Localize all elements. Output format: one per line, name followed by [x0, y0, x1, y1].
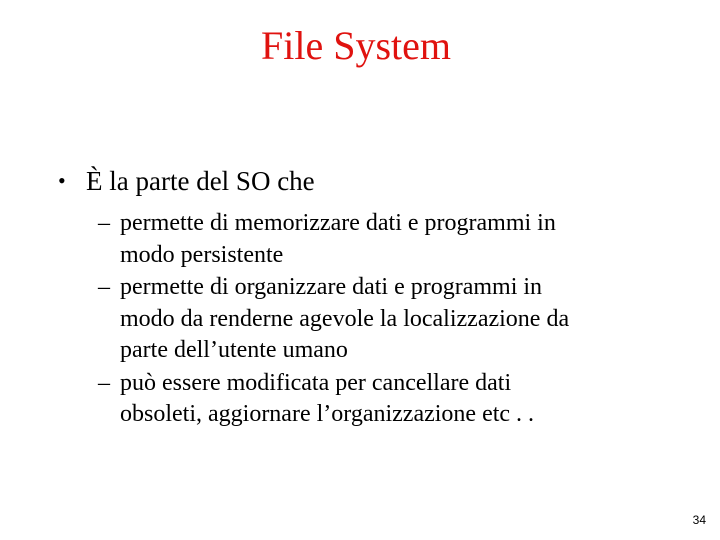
sub-bullet-line: modo persistente — [120, 241, 284, 268]
dash-marker: – — [98, 274, 110, 300]
sub-bullet-item — [98, 272, 698, 367]
bullet-marker: • — [58, 168, 66, 193]
dash-marker: – — [98, 210, 110, 236]
sub-bullet-item — [98, 368, 698, 431]
main-bullet-text: È la parte del SO che — [86, 166, 315, 196]
sub-bullet-item — [98, 208, 698, 271]
sub-bullet-list — [98, 208, 698, 432]
sub-bullet-line: parte dell’utente umano — [120, 337, 348, 363]
sub-bullet-line: permette di organizzare dati e programmi in — [120, 274, 543, 300]
page-number: 34 — [692, 513, 706, 527]
slide-title: File System — [260, 23, 452, 68]
main-bullet — [58, 164, 315, 198]
sub-bullet-line: obsoleti, aggiornare l’organizzazione etc . . — [120, 401, 535, 427]
sub-bullet-line: permette di memorizzare dati e programmi in — [120, 210, 556, 236]
dash-marker: – — [98, 369, 110, 396]
sub-bullet-line: può essere modificata per cancellare dati — [120, 369, 512, 396]
sub-bullet-line: modo da renderne agevole la localizzazione da — [120, 305, 570, 332]
